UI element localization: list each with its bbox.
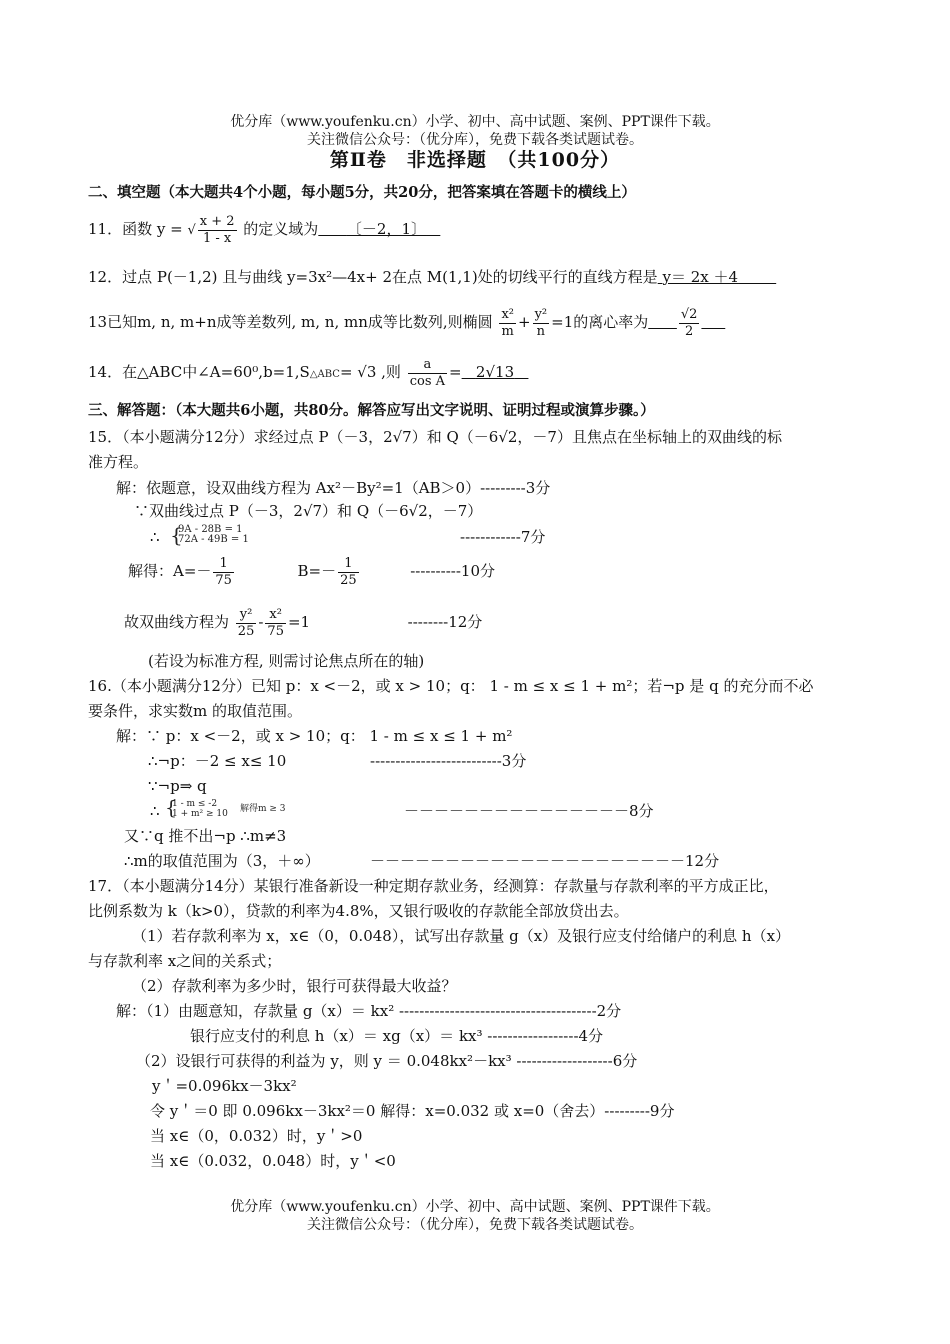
q17-step-2: 银行应支付的利息 h（x）＝ xg（x）＝ kx³ ------------------4分 (190, 1027, 604, 1045)
q16-step-2: ∴¬p：－2 ≤ x≤ 10 (148, 752, 287, 770)
q13-f1-den: m (501, 323, 514, 339)
question-11 (88, 213, 440, 247)
q14-fraction (408, 357, 447, 390)
q17-line-2: 比例系数为 k（k>0），贷款的利率为4.8%，又银行吸收的存款能全部放贷出去。 (88, 902, 629, 920)
q14-text-2: = √3 ,则 (339, 363, 401, 381)
q11-fraction-num: x + 2 (199, 213, 235, 229)
q13-f1-num: x² (501, 306, 514, 322)
q15-s5-f2-den: 75 (267, 623, 284, 639)
q17-step-5: 令 y＇＝0 即 0.096kx－3kx²＝0 解得：x=0.032 或 x=0（舍去）---------9分 (150, 1102, 675, 1120)
section-2-heading: 二、填空题（本大题共4个小题，每小题5分，共20分，把答案填在答题卡的横线上） (88, 184, 636, 201)
q12-text: 12．过点 P(－1,2) 且与曲线 y=3x²—4x+ 2在点 M(1,1)处的切线平行的直线方程是 (88, 268, 658, 286)
q14-den: cos A (409, 373, 446, 389)
q15-s4-f1-den: 75 (215, 572, 232, 588)
q13-answer (648, 306, 725, 339)
q16-system (165, 797, 228, 819)
q17-step-3: （2）设银行可获得的利益为 y，则 y ＝ 0.048kx²－kx³ -------------------6分 (136, 1052, 638, 1070)
q15-step-1: 解：依题意，设双曲线方程为 Ax²－By²=1（AB＞0）---------3分 (116, 479, 551, 497)
q16-step-4-prefix: ∴ (150, 802, 160, 820)
q15-system (170, 523, 249, 547)
q13-answer-fraction (679, 307, 700, 340)
q14-num: a (408, 357, 447, 374)
header-line-1: 优分库（www.youfenku.cn）小学、初中、高中试题、案例、PPT课件下载。 (230, 114, 720, 130)
q15-step-4 (128, 551, 495, 591)
q14-equals: = (449, 363, 462, 381)
q17-part-1b: 与存款利率 x之间的关系式； (88, 952, 282, 970)
q15-step-4-score: ----------10分 (410, 562, 495, 580)
q16-system-eq-1: 1 - m ≤ -2 (172, 799, 218, 809)
q11-fraction (198, 214, 237, 247)
q15-step-5-score: --------12分 (407, 613, 483, 631)
question-14 (88, 352, 528, 392)
q13-fraction-1 (499, 307, 516, 340)
q13-text-2: =1的离心率为 (551, 313, 649, 331)
q15-s5-fraction-2 (265, 607, 286, 640)
q17-line-1: 17．（本小题满分14分）某银行准备新设一种定期存款业务，经测算：存款量与存款利率的平方成正比， (88, 877, 779, 895)
question-13: 13已知m, n, m+n成等差数列, m, n, mn成等比数列,则椭圆 $\frac{\text{x²}}{m}$ + $\frac{\text{y²}}{n}$ =1的离心率为 $\frac{√2}{2}$ (88, 302, 725, 342)
q15-s5-f1-den: 25 (237, 623, 255, 639)
question-12 (88, 267, 776, 287)
q15-system-eq-2: 72A - 49B = 1 (178, 534, 249, 545)
q11-answer-value: 〔－2，1〕 (346, 220, 427, 238)
q15-step-2: ∵双曲线过点 P（－3，2√7）和 Q（－6√2，－7） (134, 502, 483, 520)
q15-step-3-score: ------------7分 (460, 528, 546, 546)
q15-line-2: 准方程。 (88, 453, 149, 471)
q15-line-1: 15．（本小题满分12分）求经过点 P（－3，2√7）和 Q（－6√2，－7）且焦点在坐标轴上的双曲线的标 (88, 428, 782, 446)
q15-step-5-b: =1 (287, 613, 311, 631)
q15-step-5-a: 故双曲线方程为 (124, 613, 230, 631)
q15-s5-f2-num: x² (265, 607, 286, 624)
q16-step-4-score: －－－－－－－－－－－－－－－8分 (404, 802, 654, 820)
q14-answer (462, 363, 529, 381)
q17-step-6: 当 x∈（0，0.032）时，y＇>0 (150, 1127, 363, 1145)
q16-step-1: 解：∵ p：x <－2，或 x > 10；q： 1 - m ≤ x ≤ 1 + m² (116, 727, 513, 745)
q13-f2-den: n (536, 323, 546, 339)
q13-text: 13已知m, n, m+n成等差数列, m, n, mn成等比数列,则椭圆 (88, 313, 493, 331)
q15-step-5 (124, 602, 482, 642)
q11-prefix: 11．函数 y = (88, 220, 183, 238)
q16-line-2: 要条件，求实数m 的取值范围。 (88, 702, 302, 720)
q14-subscript: △ABC (309, 369, 340, 380)
q13-fraction-2 (533, 307, 550, 340)
footer-line-2: 关注微信公众号：（优分库），免费下载各类试题试卷。 (307, 1217, 643, 1233)
q16-step-2-score: --------------------------3分 (370, 752, 527, 770)
q11-answer (318, 220, 440, 238)
q15-s4-fraction-2 (338, 556, 359, 589)
q15-step-4-b: B=－ (297, 562, 337, 580)
q15-step-3-prefix: ∴ (150, 528, 160, 546)
q15-note: (若设为标准方程, 则需讨论焦点所在的轴) (148, 652, 425, 670)
brace-icon: { (165, 797, 178, 819)
section-3-heading: 三、解答题：（本大题共6小题，共80分。解答应写出文字说明、证明过程或演算步骤。） (88, 402, 655, 419)
q17-step-1: 解：（1）由题意知，存款量 g（x）＝ kx² ---------------------------------------2分 (116, 1002, 622, 1020)
q17-step-7: 当 x∈（0.032，0.048）时，y＇<0 (150, 1152, 396, 1170)
q11-text: 的定义域为 (243, 220, 319, 238)
q15-s5-f1-num: y² (236, 607, 257, 624)
q15-s4-fraction-1 (213, 556, 234, 589)
header-line-2: 关注微信公众号：（优分库），免费下载各类试题试卷。 (307, 132, 643, 148)
q15-s4-f1-num: 1 (213, 556, 234, 573)
q15-s4-f2-num: 1 (338, 556, 359, 573)
q16-system-eq-2: 1 + m² ≥ 10 (172, 809, 228, 819)
q14-answer-value: 2√13 (475, 363, 515, 381)
q17-part-2: （2）存款利率为多少时，银行可获得最大收益？ (132, 977, 457, 995)
q13-f2-num: y² (534, 306, 548, 322)
q16-step-6-score: －－－－－－－－－－－－－－－－－－－－－12分 (370, 852, 720, 870)
q15-s4-f2-den: 25 (340, 572, 357, 588)
q15-s5-minus: - (258, 613, 264, 631)
q15-s5-fraction-1 (236, 607, 257, 640)
q12-answer-value: y＝ 2x ＋4 (662, 268, 739, 286)
q14-text: 14．在△ABC中∠A=60⁰,b=1,S (88, 363, 310, 381)
footer-line-1: 优分库（www.youfenku.cn）小学、初中、高中试题、案例、PPT课件下载。 (230, 1199, 720, 1215)
page-title: 第Ⅱ卷 非选择题 （共100分） (329, 149, 621, 171)
q16-line-1: 16.（本小题满分12分）已知 p：x <－2，或 x > 10；q： 1 - m ≤ x ≤ 1 + m²；若¬p 是 q 的充分而不必 (88, 677, 814, 695)
q15-step-4-a: 解得：A=－ (128, 562, 212, 580)
q17-part-1: （1）若存款利率为 x，x∈（0，0.048），试写出存款量 g（x）及银行应支付给储户的利息 h（x） (132, 927, 791, 945)
q13-answer-num: √2 (680, 306, 698, 322)
q11-fraction-den: 1 - x (203, 230, 232, 246)
sqrt-icon: √ (187, 223, 196, 238)
q13-answer-den: 2 (685, 323, 694, 339)
q16-step-5: 又∵q 推不出¬p ∴m≠3 (124, 827, 287, 845)
q16-step-3: ∵¬p⇒ q (148, 777, 207, 795)
q15-system-eq-1: 9A - 28B = 1 (178, 524, 243, 535)
brace-icon: { (170, 523, 183, 547)
q17-step-4: y＇=0.096kx－3kx² (152, 1077, 297, 1095)
q16-step-6: ∴m的取值范围为（3，＋∞） (124, 852, 320, 870)
q16-system-tail: 解得m ≥ 3 (240, 804, 286, 814)
q12-answer (658, 268, 777, 286)
